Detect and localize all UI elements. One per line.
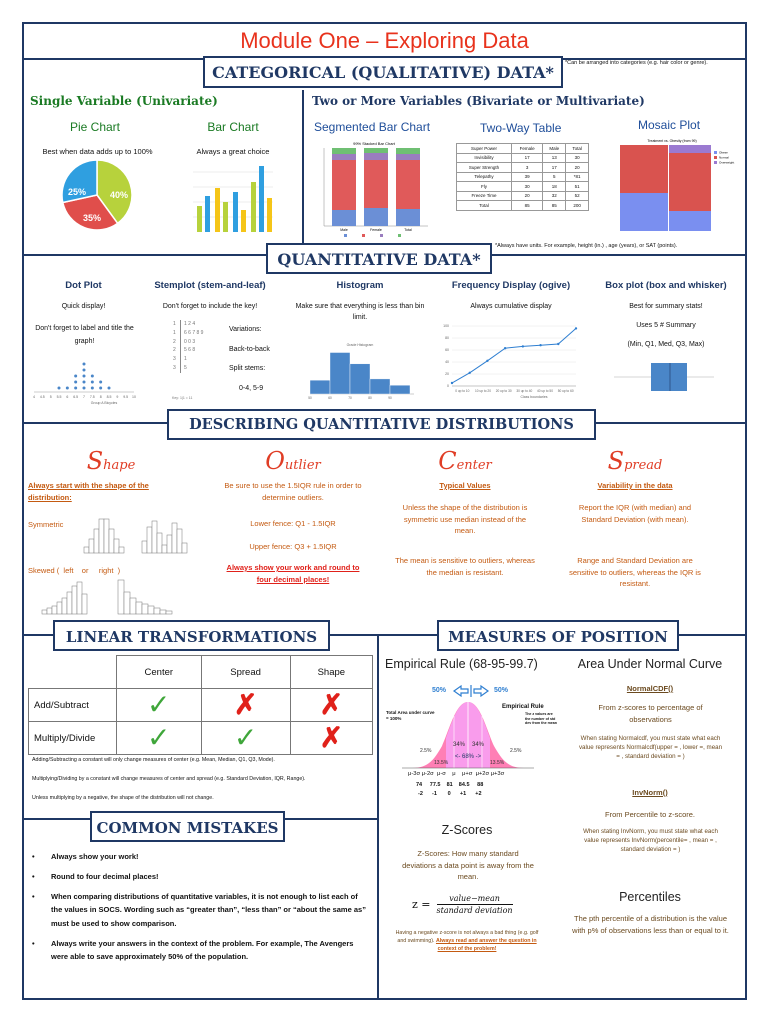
normalcdf-title: NormalCDF() xyxy=(626,684,674,693)
ogive-point xyxy=(504,347,506,349)
ogive-xtick: 0 up to 10 xyxy=(455,389,470,393)
svg-text:Obese: Obese xyxy=(719,150,728,155)
stemplot-notes: Variations: Back-to-back Split stems: 0-4, 5-9 xyxy=(229,326,270,393)
ogive-xtick: 10 up to 20 xyxy=(475,389,491,393)
table-row xyxy=(457,144,589,154)
histogram-bar xyxy=(370,379,390,394)
empirical-z-note: The z values are the number of std dev from the mean xyxy=(525,712,557,726)
z-formula-numerator: value−mean xyxy=(437,894,513,905)
empirical-rule-label: Empirical Rule xyxy=(502,704,544,710)
ogive-xtick: 30 up to 40 xyxy=(516,389,533,393)
linear-note2: Multiplying/Dividing by a constant will change measures of center and spread (e.g. Standard Deviation, IQR, Range). xyxy=(32,776,306,782)
position-banner: MEASURES OF POSITION xyxy=(437,620,679,651)
pie-chart-title: Pie Chart xyxy=(69,120,121,134)
table-cell: Fly xyxy=(457,182,512,192)
col-spread: Spread xyxy=(201,656,290,689)
table-cell: *81 xyxy=(566,172,589,182)
dot-tick-label: 4.5 xyxy=(39,395,45,399)
table-cell: Invisibility xyxy=(457,153,512,163)
mistake-item: • Always show your work! xyxy=(32,852,139,861)
table-cell: Male xyxy=(543,144,566,154)
cross-icon: ✗ xyxy=(201,689,290,722)
ogive-point xyxy=(522,345,524,347)
dot-axis-label: Group A Bicycles xyxy=(90,401,118,405)
linear-banner: LINEAR TRANSFORMATIONS xyxy=(53,620,330,651)
dot-tick-label: 5.5 xyxy=(56,395,62,399)
check-icon: ✓ xyxy=(117,689,202,722)
row-add-subtract: Add/Subtract xyxy=(29,689,117,722)
mistake-item: • Round to four decimal places! xyxy=(32,872,159,882)
ogive-axis-label: Class boundaries xyxy=(520,395,548,399)
histogram-title: Histogram xyxy=(336,280,384,291)
page-title: Module One – Exploring Data xyxy=(240,28,529,53)
stemplot xyxy=(172,320,224,373)
pie-chart xyxy=(62,160,132,230)
box-plot-text3: (Min, Q1, Med, Q3, Max) xyxy=(627,341,705,348)
segmented-chart-title: 99% Stacked Bar Chart xyxy=(353,141,395,146)
table-cell: 30 xyxy=(512,182,543,192)
box-plot xyxy=(612,358,716,400)
z-formula xyxy=(412,894,513,915)
histogram-tick: 60 xyxy=(328,396,332,400)
cross-icon: ✗ xyxy=(290,722,372,755)
ogive-xtick: 40 up to 50 xyxy=(537,389,553,393)
bar xyxy=(241,210,246,232)
svg-text:Overweight: Overweight xyxy=(719,160,735,165)
spread-text2: Range and Standard Deviation are sensitive to outliers, whereas the IQR is resistant. xyxy=(569,556,701,589)
dot-point xyxy=(66,387,69,390)
shape-symmetric: Symmetric xyxy=(28,520,64,529)
shape-note: Always start with the shape of the distribution: xyxy=(28,481,149,502)
dot-plot-title: Dot Plot xyxy=(65,280,102,291)
dot-tick-label: 5 xyxy=(49,395,52,399)
mosaic-cell xyxy=(669,153,711,211)
z-scores-note-emphasis: Always read and answer the question in context of the problem! xyxy=(435,938,537,953)
table-cell: 32 xyxy=(543,191,566,201)
mosaic-cell xyxy=(620,193,668,231)
mistake-item: • Always write your answers in the context of the problem. For example, The Avengers were able to save approximately 50% of the population. xyxy=(32,938,354,961)
two-way-table-title: Two-Way Table xyxy=(480,121,562,135)
ogive-ytick: 100 xyxy=(443,324,449,328)
stemplot-title: Stemplot (stem-and-leaf) xyxy=(154,280,266,291)
table-cell: 18 xyxy=(543,182,566,192)
empirical-total-note: Total Area under curve = 100% xyxy=(386,710,435,722)
quantitative-banner: QUANTITATIVE DATA* xyxy=(266,243,492,274)
bar-chart xyxy=(193,162,273,234)
dot-point xyxy=(99,381,102,384)
histogram-bar xyxy=(390,385,410,394)
pie-label-25: 25% xyxy=(68,187,87,197)
table-cell: 85 xyxy=(512,201,543,211)
quantitative-note: *Always have units. For example, height (in.) , age (years), or SAT (points). xyxy=(495,243,678,249)
spread-heading xyxy=(550,447,720,475)
seg-bar xyxy=(332,148,356,226)
dot-point xyxy=(58,387,61,390)
histogram-bar xyxy=(350,364,370,394)
dot-point xyxy=(83,375,86,378)
empirical-axis: μ-3σ μ-2σ μ-σ μ μ+σ μ+2σ μ+3σ xyxy=(408,771,505,777)
empirical-50-right: 50% xyxy=(494,687,509,694)
bar xyxy=(223,202,228,232)
dot-tick-label: 9 xyxy=(116,395,119,399)
z-formula-denominator: standard deviation xyxy=(436,906,513,915)
outlier-text1: Be sure to use the 1.5IQR rule in order to determine outliers. xyxy=(224,481,362,502)
distributions-banner: DESCRIBING QUANTITATIVE DISTRIBUTIONS xyxy=(167,409,596,440)
ogive-ytick: 0 xyxy=(447,384,449,388)
histogram-bar xyxy=(310,380,330,394)
ogive-point xyxy=(469,372,471,374)
emp-25-right: 2.5% xyxy=(510,748,522,754)
table-row xyxy=(457,153,589,163)
pie-chart-text: Best when data adds up to 100% xyxy=(42,147,153,156)
mistakes-list xyxy=(32,850,368,970)
percentiles-text: The pth percentile of a distribution is the value with p% of observations less than or equal to it. xyxy=(572,914,729,935)
col-center: Center xyxy=(117,656,202,689)
left-skewed-histogram xyxy=(40,580,96,614)
emp-34-right: 34% xyxy=(472,742,485,748)
emp-68: <- 68% -> xyxy=(454,754,482,760)
right-skewed-histogram xyxy=(116,580,188,614)
table-cell: 51 xyxy=(566,182,589,192)
table-cell: 200 xyxy=(566,201,589,211)
empirical-arrows xyxy=(452,685,490,697)
shape-rest: hape xyxy=(103,458,136,473)
outlier-rest: utlier xyxy=(284,458,321,473)
ogive-xtick: 50 up to 60 xyxy=(557,389,574,393)
invnorm-title: InvNorm() xyxy=(632,788,668,797)
ogive-ytick: 20 xyxy=(445,372,449,376)
box-plot-box xyxy=(651,363,687,391)
pie-label-35: 35% xyxy=(83,213,102,223)
table-cell: Female xyxy=(512,144,543,154)
dot-point xyxy=(91,375,94,378)
stem-row: 2 0 0 3 xyxy=(173,338,196,345)
ogive-point xyxy=(575,327,577,329)
table-cell: 5 xyxy=(543,172,566,182)
ogive-chart xyxy=(438,320,583,402)
dot-tick-label: 10 xyxy=(132,395,136,399)
dot-plot-text1: Quick display! xyxy=(61,303,106,310)
empirical-50-left: 50% xyxy=(432,687,447,694)
segmented-bar-chart xyxy=(314,138,432,238)
bar xyxy=(197,206,202,232)
single-variable-heading: Single Variable (Univariate) xyxy=(30,94,218,108)
normal-curve xyxy=(398,698,538,770)
normal-curve-title: Area Under Normal Curve xyxy=(577,657,723,671)
seg-category: Total xyxy=(404,228,412,232)
mosaic-chart-title: Treatment vs. Obesity (from 99) xyxy=(647,139,697,143)
table-cell: Total xyxy=(457,201,512,211)
histogram-tick: 90 xyxy=(388,396,392,400)
dot-plot xyxy=(26,350,141,405)
row-multiply-divide: Multiply/Divide xyxy=(29,722,117,755)
dot-point xyxy=(74,387,77,390)
ogive-ytick: 40 xyxy=(445,360,449,364)
spread-rest: pread xyxy=(624,458,663,473)
check-icon: ✓ xyxy=(117,722,202,755)
z-scores-note: Having a negative z-score is not always a bad thing (e.g. golf and swimming). Always read and answer the question in context of the problem! xyxy=(395,930,539,953)
empirical-values: 74 77.5 81 84.5 88 xyxy=(416,782,484,788)
table-cell: 20 xyxy=(512,191,543,201)
outlier-text3: Upper fence: Q3 + 1.5IQR xyxy=(249,542,337,551)
histogram-bar xyxy=(330,353,350,394)
box-plot-text2: Uses 5 # Summary xyxy=(636,322,696,329)
ogive-point xyxy=(451,382,453,384)
normalcdf-text: From z-scores to percentage of observations xyxy=(598,703,703,724)
outlier-initial: O xyxy=(265,447,285,475)
dot-tick-label: 7 xyxy=(83,395,85,399)
seg-bar xyxy=(364,148,388,226)
table-row xyxy=(457,172,589,182)
ogive-ytick: 60 xyxy=(445,348,449,352)
spread-initial: S xyxy=(607,447,625,475)
linear-note1: Adding/Subtracting a constant will only change measures of center (e.g. Mean, Median, Q1, Q3, Mode). xyxy=(32,757,275,763)
stem-row: 3 1 xyxy=(173,356,187,362)
bar-chart-text: Always a great choice xyxy=(196,147,270,156)
bar-chart-title: Bar Chart xyxy=(207,120,259,134)
z-formula-lhs: z = xyxy=(412,898,431,911)
table-cell: 39 xyxy=(512,172,543,182)
dot-point xyxy=(83,381,86,384)
symmetric-histogram xyxy=(80,517,130,553)
stem-row: 1 1 2 4 xyxy=(173,321,196,327)
center-initial: C xyxy=(438,447,457,475)
table-cell: Super Power xyxy=(457,144,512,154)
empirical-z-values: -2 -1 0 +1 +2 xyxy=(418,791,482,797)
table-cell: 13 xyxy=(543,153,566,163)
dot-tick-label: 6 xyxy=(66,395,69,399)
bar xyxy=(251,182,256,232)
z-scores-text: Z-Scores: How many standard deviations a data point is away from the mean. xyxy=(402,849,534,882)
bar xyxy=(233,192,238,232)
table-cell: Telepathy xyxy=(457,172,512,182)
dot-tick-label: 6.5 xyxy=(73,395,79,399)
table-cell: 30 xyxy=(566,153,589,163)
histogram xyxy=(300,340,420,402)
histogram-tick: 50 xyxy=(308,396,312,400)
mosaic-cell xyxy=(620,145,668,193)
center-text1: Unless the shape of the distribution is symmetric use median instead of the mean. xyxy=(402,503,528,536)
mosaic-plot xyxy=(612,137,742,237)
stemplot-key: Key: 1|1 = 11 xyxy=(172,396,193,400)
table-cell: 85 xyxy=(543,201,566,211)
bar xyxy=(267,198,272,232)
bar xyxy=(205,196,210,232)
table-cell: 20 xyxy=(566,163,589,173)
shape-heading xyxy=(26,447,196,475)
empirical-rule-title: Empirical Rule (68-95-99.7) xyxy=(385,657,538,671)
dot-point xyxy=(83,387,86,390)
dot-point xyxy=(83,363,86,366)
ogive-ytick: 80 xyxy=(445,336,449,340)
two-way-table xyxy=(456,143,589,211)
box-plot-text1: Best for summary stats! xyxy=(629,303,703,310)
cross-icon: ✗ xyxy=(290,689,372,722)
outlier-text2: Lower fence: Q1 - 1.5IQR xyxy=(250,519,336,528)
emp-135-right: 13.5% xyxy=(490,760,505,766)
svg-text:Normal: Normal xyxy=(719,155,729,160)
bimodal-histogram xyxy=(140,517,190,553)
ogive-text: Always cumulative display xyxy=(470,303,552,310)
seg-bar xyxy=(396,148,420,226)
shape-skewed: Skewed ( left or right ) xyxy=(28,566,121,575)
table-cell: 3 xyxy=(512,163,543,173)
linear-table xyxy=(28,655,373,755)
dot-point xyxy=(91,381,94,384)
dot-point xyxy=(91,387,94,390)
dot-tick-label: 4 xyxy=(33,395,35,399)
segmented-bar-title: Segmented Bar Chart xyxy=(314,120,431,134)
mosaic-cell xyxy=(669,145,711,153)
dot-tick-label: 8.5 xyxy=(106,395,112,399)
ogive-point xyxy=(557,343,559,345)
emp-25-left: 2.5% xyxy=(420,748,432,754)
bar xyxy=(215,188,220,232)
histogram-tick: 70 xyxy=(348,396,352,400)
dot-tick-label: 8 xyxy=(99,395,102,399)
table-row xyxy=(457,201,589,211)
table-cell: Freeze Time xyxy=(457,191,512,201)
stem-row: 1 6 6 7 8 9 xyxy=(173,329,204,336)
col-shape: Shape xyxy=(290,656,372,689)
table-cell: Super Strength xyxy=(457,163,512,173)
bivariate-heading: Two or More Variables (Bivariate or Multivariate) xyxy=(312,94,645,108)
dot-point xyxy=(74,381,77,384)
seg-legend xyxy=(344,234,401,237)
dot-tick-label: 9.5 xyxy=(123,395,129,399)
histogram-tick: 80 xyxy=(368,396,372,400)
stem-row: 2 5 6 8 xyxy=(173,347,196,354)
categorical-divider xyxy=(302,90,304,255)
mosaic-cell xyxy=(669,211,711,231)
dot-point xyxy=(108,387,111,390)
center-rest: enter xyxy=(456,458,492,473)
mistake-item: • When comparing distributions of quantitative variables, it is not enough to list each of the values in SOCS. Wording such as “greater than”, “less than” or “about the same as” must be used to show comparison. xyxy=(32,892,366,928)
emp-135-left: 13.5% xyxy=(434,760,449,766)
center-text2: The mean is sensitive to outliers, whereas the median is resistant. xyxy=(395,556,535,577)
histogram-text: Make sure that everything is less than bin limit. xyxy=(295,303,425,321)
outlier-warning: Always show your work and round to four decimal places! xyxy=(226,563,360,584)
table-row xyxy=(457,182,589,192)
shape-initial: S xyxy=(86,447,104,475)
dot-point xyxy=(83,369,86,372)
table-cell: Total xyxy=(566,144,589,154)
mosaic-plot-title: Mosaic Plot xyxy=(638,118,701,132)
z-scores-title: Z-Scores xyxy=(441,823,493,837)
normalcdf-note: When stating Normalcdf, you must state what each value represents Normalcdf(upper = , lower =, mean = , standard deviation = ) xyxy=(578,735,723,760)
dot-point xyxy=(74,375,77,378)
ogive-title: Frequency Display (ogive) xyxy=(451,280,571,291)
stem-row: 3 5 xyxy=(173,364,187,371)
emp-34-left: 34% xyxy=(453,742,466,748)
categorical-note: *Can be arranged into categories (e.g. hair color or genre). xyxy=(565,60,708,66)
histogram-chart-title: Grade Histogram xyxy=(346,343,374,347)
dot-point xyxy=(99,387,102,390)
dot-tick-label: 7.5 xyxy=(89,395,95,399)
stemplot-text: Don't forget to include the key! xyxy=(162,303,258,310)
table-cell: 17 xyxy=(543,163,566,173)
ogive-line xyxy=(452,328,576,383)
table-row xyxy=(457,191,589,201)
ogive-point xyxy=(539,344,541,346)
dot-plot-text2: Don't forget to label and title the graph! xyxy=(35,325,134,346)
spread-note: Variability in the data xyxy=(597,481,673,490)
invnorm-text: From Percentile to z-score. xyxy=(604,810,696,819)
box-plot-title: Box plot (box and whisker) xyxy=(605,280,727,291)
percentiles-title: Percentiles xyxy=(619,890,681,904)
outlier-heading xyxy=(208,447,378,475)
spread-text1: Report the IQR (with median) and Standard Deviation (with mean). xyxy=(578,503,692,524)
mistakes-banner: COMMON MISTAKES xyxy=(90,811,285,842)
pie-label-40: 40% xyxy=(110,190,129,200)
table-cell: 17 xyxy=(512,153,543,163)
check-icon: ✓ xyxy=(201,722,290,755)
linear-note3: Unless multiplying by a negative, the shape of the distribution will not change. xyxy=(32,795,214,801)
seg-category: Female xyxy=(370,228,382,232)
seg-category: Male xyxy=(340,228,348,232)
table-cell: 52 xyxy=(566,191,589,201)
ogive-point xyxy=(486,360,488,362)
center-note: Typical Values xyxy=(439,481,491,490)
center-heading xyxy=(380,447,550,475)
bar xyxy=(259,166,264,232)
categorical-banner: CATEGORICAL (QUALITATIVE) DATA* xyxy=(203,56,563,88)
table-row xyxy=(457,163,589,173)
ogive-xtick: 20 up to 30 xyxy=(495,389,512,393)
invnorm-note: When stating InvNorm, you must state what each value represents InvNorm(percentile= , mean = , standard deviation = ) xyxy=(583,828,718,853)
